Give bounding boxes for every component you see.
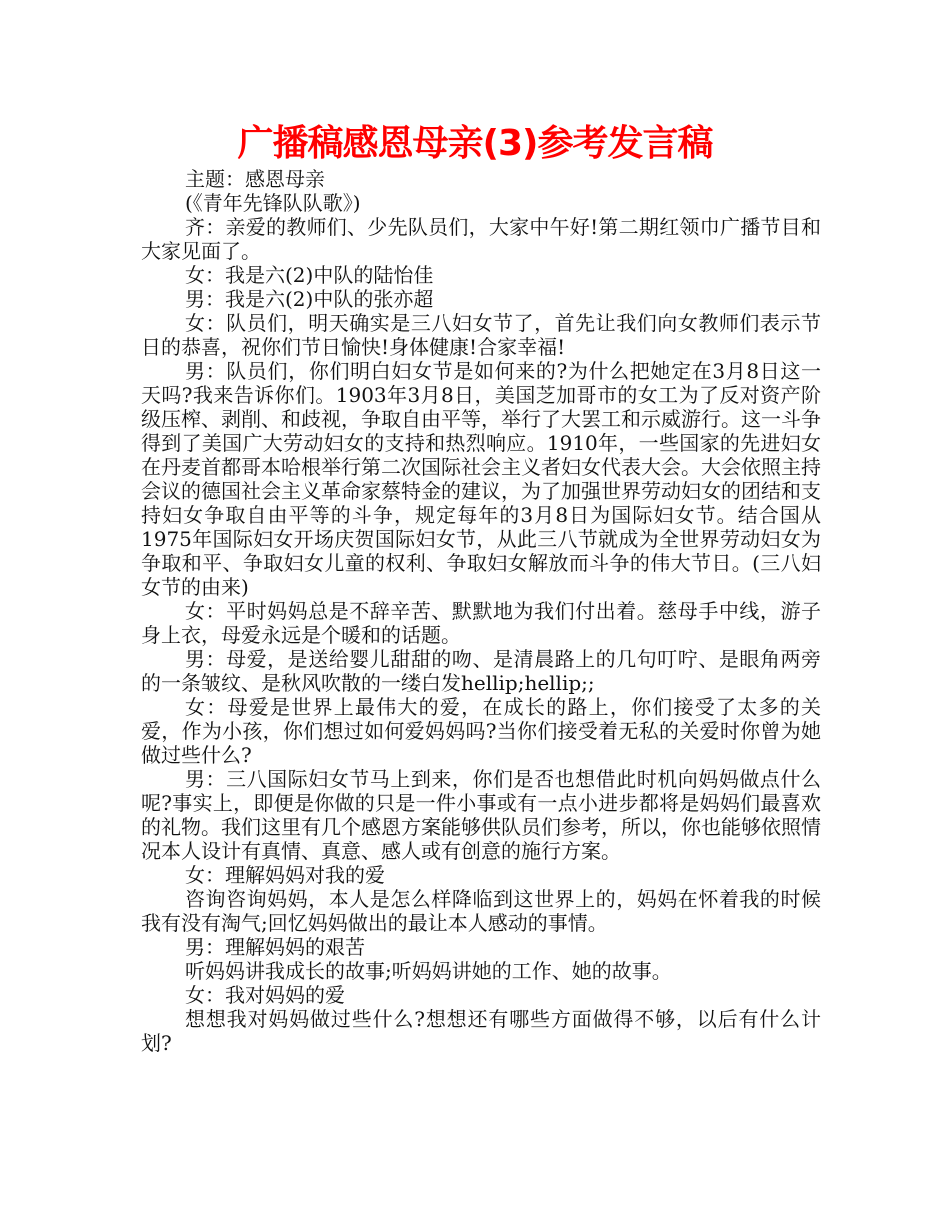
paragraph-greatest-love: 女：母爱是世界上最伟大的爱，在成长的路上，你们接受了太多的关爱，作为小孩，你们想过如何爱妈妈吗?当你们接受着无私的关爱时你曾为她做过些什么?	[141, 695, 821, 767]
paragraph-plan-two-detail: 听妈妈讲我成长的故事;听妈妈讲她的工作、她的故事。	[185, 959, 672, 983]
paragraph-plan-one-detail: 咨询咨询妈妈，本人是怎么样降临到这世界上的，妈妈在怀着我的时候我有没有淘气;回忆妈妈做出的最让本人感动的事情。	[141, 887, 821, 935]
paragraph-theme: 主题：感恩母亲	[185, 167, 325, 191]
paragraph-greeting: 女：队员们，明天确实是三八妇女节了，首先让我们向女教师们表示节日的恭喜，祝你们节日愉快!身体健康!合家幸福!	[141, 311, 821, 359]
paragraph-plan-three-heading: 女：我对妈妈的爱	[185, 983, 345, 1007]
document-title: 广播稿感恩母亲(3)参考发言稿	[237, 123, 713, 164]
paragraph-host-male: 男：我是六(2)中队的张亦超	[185, 287, 434, 311]
paragraph-plans: 男：三八国际妇女节马上到来，你们是否也想借此时机向妈妈做点什么呢?事实上，即便是你做的只是一件小事或有一点小进步都将是妈妈们最喜欢的礼物。我们这里有几个感恩方案能够供队员们参考，所以，你也能够依照情况本人设计有真情、真意、感人或有创意的施行方案。	[141, 767, 821, 863]
paragraph-plan-three-detail: 想想我对妈妈做过些什么?想想还有哪些方面做得不够，以后有什么计划?	[141, 1007, 821, 1055]
paragraph-song: (《青年先锋队队歌》)	[185, 191, 361, 215]
paragraph-mother-love: 男：母爱，是送给婴儿甜甜的吻、是清晨路上的几句叮咛、是眼角两旁的一条皱纹、是秋风吹散的一缕白发hellip;hellip;;	[141, 647, 821, 695]
paragraph-mother-effort: 女：平时妈妈总是不辞辛苦、默默地为我们付出着。慈母手中线，游子身上衣，母爱永远是个暖和的话题。	[141, 599, 821, 647]
paragraph-plan-one-heading: 女：理解妈妈对我的爱	[185, 863, 385, 887]
paragraph-history: 男：队员们，你们明白妇女节是如何来的?为什么把她定在3月8日这一天吗?我来告诉你们。1903年3月8日，美国芝加哥市的女工为了反对资产阶级压榨、剥削、和歧视，争取自由平等，举行了大罢工和示威游行。这一斗争得到了美国广大劳动妇女的支持和热烈响应。1910年，一些国家的先进妇女在丹麦首都哥本哈根举行第二次国际社会主义者妇女代表大会。大会依照主持会议的德国社会主义革命家蔡特金的建议，为了加强世界劳动妇女的团结和支持妇女争取自由平等的斗争，规定每年的3月8日为国际妇女节。结合国从1975年国际妇女开场庆贺国际妇女节，从此三八节就成为全世界劳动妇女为争取和平、争取妇女儿童的权利、争取妇女解放而斗争的伟大节日。(三八妇女节的由来)	[141, 359, 821, 599]
paragraph-host-female: 女：我是六(2)中队的陆怡佳	[185, 263, 434, 287]
paragraph-opening: 齐：亲爱的教师们、少先队员们，大家中午好!第二期红领巾广播节目和大家见面了。	[141, 215, 821, 263]
document-body	[141, 167, 821, 1055]
paragraph-plan-two-heading: 男：理解妈妈的艰苦	[185, 935, 365, 959]
